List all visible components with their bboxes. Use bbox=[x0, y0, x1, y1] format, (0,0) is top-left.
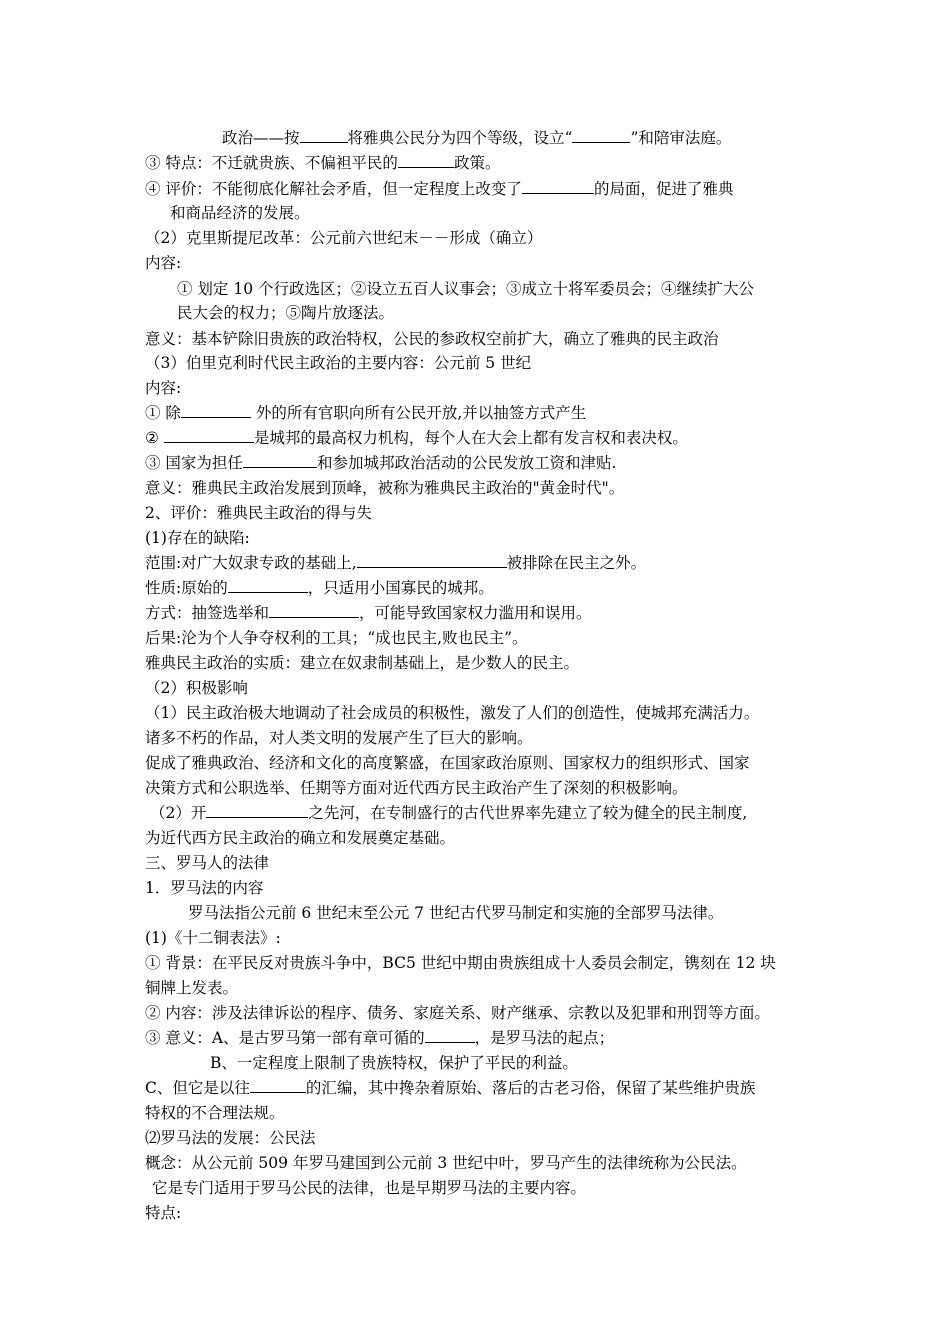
fill-blank bbox=[357, 553, 507, 568]
text-line: ① 除 外的所有官职向所有公民开放,并以抽签方式产生 bbox=[145, 404, 587, 422]
text-line: B、一定程度上限制了贵族特权，保护了平民的利益。 bbox=[210, 1054, 578, 1072]
text-line: C、但它是以往 的汇编，其中搀杂着原始、落后的古老习俗，保留了某些维护贵族 bbox=[145, 1079, 756, 1097]
fill-blank bbox=[243, 453, 317, 468]
fill-blank bbox=[181, 403, 251, 418]
text-line: 内容: bbox=[145, 254, 182, 272]
text-line: 政治——按 将雅典公民分为四个等级，设立“ ”和陪审法庭。 bbox=[222, 129, 732, 147]
text-line: 促成了雅典政治、经济和文化的高度繁盛，在国家政治原则、国家权力的组织形式、国家 bbox=[145, 754, 750, 772]
text-line: ③ 意义：A、是古罗马第一部有章可循的 ，是罗马法的起点； bbox=[145, 1029, 615, 1047]
fill-blank bbox=[269, 603, 359, 618]
text-line: 内容: bbox=[145, 379, 182, 397]
fill-blank bbox=[300, 128, 348, 143]
text-line: 它是专门适用于罗马公民的法律，也是早期罗马法的主要内容。 bbox=[152, 1179, 587, 1197]
text-line: ③ 特点：不迁就贵族、不偏袒平民的 政策。 bbox=[145, 154, 501, 172]
text-line: (1)《十二铜表法》: bbox=[145, 929, 281, 947]
fill-blank bbox=[250, 1078, 306, 1093]
text-line: 雅典民主政治的实质：建立在奴隶制基础上，是少数人的民主。 bbox=[145, 654, 580, 672]
text-line: 范围:对广大奴隶专政的基础上, 被排除在民主之外。 bbox=[145, 554, 647, 572]
text-line: 决策方式和公职选举、任期等方面对近代西方民主政治产生了深刻的积极影响。 bbox=[145, 779, 688, 797]
text-line: （2）克里斯提尼改革：公元前六世纪末－－形成（确立） bbox=[145, 229, 543, 247]
text-line: 特权的不合理法规。 bbox=[145, 1104, 285, 1122]
fill-blank bbox=[398, 153, 454, 168]
text-line: 1．罗马法的内容 bbox=[145, 879, 264, 897]
text-line: （2）开 之先河，在专制盛行的古代世界率先建立了较为健全的民主制度, bbox=[150, 804, 748, 822]
text-line: 特点: bbox=[145, 1204, 182, 1222]
text-line: ④ 评价：不能彻底化解社会矛盾，但一定程度上改变了 的局面，促进了雅典 bbox=[145, 180, 734, 198]
text-line: 概念：从公元前 509 年罗马建国到公元前 3 世纪中叶，罗马产生的法律统称为公民法。 bbox=[145, 1154, 747, 1172]
text-line: 罗马法指公元前 6 世纪末至公元 7 世纪古代罗马制定和实施的全部罗马法律。 bbox=[188, 904, 724, 922]
text-line: 意义：基本铲除旧贵族的政治特权，公民的参政权空前扩大，确立了雅典的民主政治 bbox=[145, 330, 719, 348]
fill-blank bbox=[425, 1028, 475, 1043]
fill-blank bbox=[522, 179, 594, 194]
text-line: ① 划定 10 个行政选区；②设立五百人议事会；③成立十将军委员会；④继续扩大公 bbox=[177, 280, 755, 298]
text-line: ② 是城邦的最高权力机构，每个人在大会上都有发言权和表决权。 bbox=[145, 429, 688, 447]
text-line: 2、评价：雅典民主政治的得与失 bbox=[145, 504, 372, 522]
text-line: 后果:沦为个人争夺权利的工具；“成也民主,败也民主”。 bbox=[145, 629, 528, 647]
text-line: 方式：抽签选举和 ，可能导致国家权力滥用和误用。 bbox=[145, 604, 592, 622]
text-line: (1)存在的缺陷: bbox=[145, 529, 250, 547]
fill-blank bbox=[228, 578, 308, 593]
text-line: 民大会的权力；⑤陶片放逐法。 bbox=[177, 304, 395, 322]
fill-blank bbox=[572, 128, 630, 143]
text-line: 铜牌上发表。 bbox=[145, 979, 239, 997]
text-line: 为近代西方民主政治的确立和发展奠定基础。 bbox=[145, 829, 456, 847]
text-line: （1）民主政治极大地调动了社会成员的积极性，激发了人们的创造性，使城邦充满活力。 bbox=[145, 704, 760, 722]
text-line: 诸多不朽的作品，对人类文明的发展产生了巨大的影响。 bbox=[145, 729, 533, 747]
text-line: （3）伯里克利时代民主政治的主要内容：公元前 5 世纪 bbox=[145, 354, 532, 372]
text-line: 意义：雅典民主政治发展到顶峰，被称为雅典民主政治的"黄金时代"。 bbox=[145, 479, 625, 497]
fill-blank bbox=[164, 428, 254, 443]
text-line: （2）积极影响 bbox=[145, 679, 248, 697]
text-line: 性质:原始的 ，只适用小国寡民的城邦。 bbox=[145, 579, 494, 597]
text-line: 三、罗马人的法律 bbox=[145, 854, 270, 872]
text-line: ⑵罗马法的发展：公民法 bbox=[145, 1129, 316, 1147]
text-line: ② 内容：涉及法律诉讼的程序、债务、家庭关系、财产继承、宗教以及犯罪和刑罚等方面。 bbox=[145, 1004, 770, 1022]
text-line: ③ 国家为担任 和参加城邦政治活动的公民发放工资和津贴. bbox=[145, 454, 617, 472]
text-line: ① 背景：在平民反对贵族斗争中，BC5 世纪中期由贵族组成十人委员会制定，镌刻在 12 块 bbox=[145, 954, 776, 972]
text-line: 和商品经济的发展。 bbox=[170, 204, 310, 222]
fill-blank bbox=[206, 803, 308, 818]
